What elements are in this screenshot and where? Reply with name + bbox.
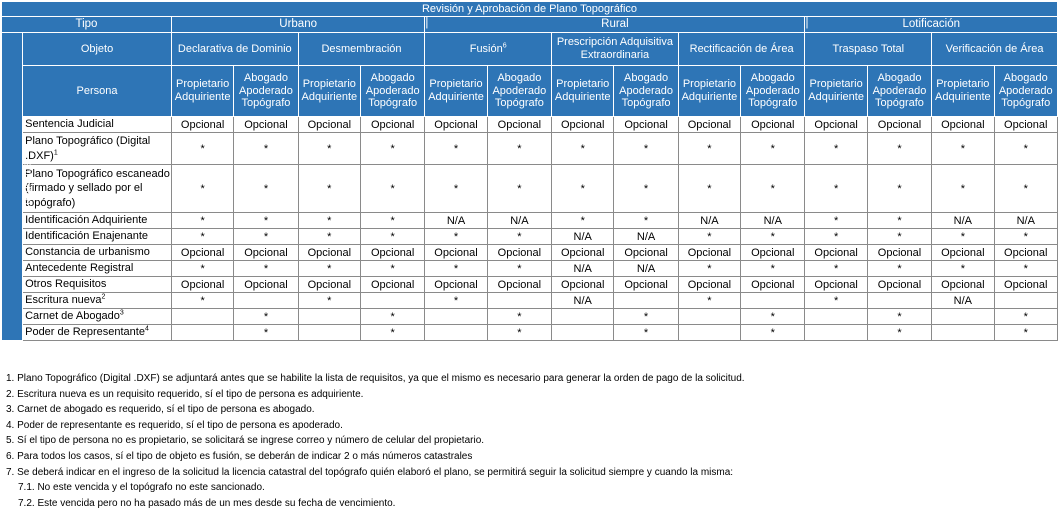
requirement-cell: *	[487, 325, 551, 341]
requirement-cell: Opcional	[994, 277, 1058, 293]
requirement-cell: N/A	[994, 213, 1058, 229]
footnotes	[6, 371, 1056, 511]
requirement-cell: *	[487, 309, 551, 325]
requirement-cell	[932, 325, 994, 341]
objeto-header-cell: Traspaso Total	[805, 33, 932, 66]
persona-abogado-cell: Abogado Apoderado Topógrafo	[234, 66, 298, 117]
requirement-cell: *	[994, 309, 1058, 325]
footnote-sub: 7.1. No este vencida y el topógrafo no este sancionado.	[18, 482, 265, 494]
requirement-cell: N/A	[932, 213, 994, 229]
requirement-cell: *	[171, 213, 233, 229]
requirement-cell: *	[234, 261, 298, 277]
requirement-cell: *	[552, 165, 614, 213]
persona-abogado-cell: Abogado Apoderado Topógrafo	[741, 66, 805, 117]
requirement-cell: Opcional	[867, 117, 931, 133]
requirement-cell: Opcional	[614, 277, 678, 293]
requirement-cell: *	[741, 165, 805, 213]
table-row	[2, 325, 1058, 341]
requirement-cell: Opcional	[552, 277, 614, 293]
footnote: 1. Plano Topográfico (Digital .DXF) se adjuntará antes que se habilite la lista de requisitos, ya que el mismo es necesario para generar la orden de pago de la solicitud.	[6, 373, 745, 384]
requirement-cell: *	[298, 213, 360, 229]
requirement-cell: *	[360, 165, 424, 213]
requirement-cell: *	[234, 165, 298, 213]
requirement-cell: Opcional	[487, 277, 551, 293]
requirement-cell	[298, 325, 360, 341]
requirement-cell: Opcional	[234, 117, 298, 133]
requirement-cell: N/A	[614, 229, 678, 245]
requirement-cell: *	[932, 261, 994, 277]
requirement-cell: N/A	[552, 293, 614, 309]
requirement-label: Carnet de Abogado$^3$	[23, 309, 172, 325]
requirement-cell	[994, 293, 1058, 309]
requirement-cell: Opcional	[932, 117, 994, 133]
requirement-cell: *	[487, 165, 551, 213]
requirement-cell: *	[171, 133, 233, 165]
requirement-cell: *	[867, 133, 931, 165]
requirement-cell: Opcional	[298, 117, 360, 133]
requirement-cell: *	[678, 133, 740, 165]
requirement-cell	[298, 309, 360, 325]
persona-propietario-cell: Propietario Adquiriente	[932, 66, 994, 117]
objeto-header-cell: Desmembración	[298, 33, 425, 66]
requirement-cell	[171, 309, 233, 325]
requirement-cell: *	[994, 229, 1058, 245]
table-row	[2, 277, 1058, 293]
footnote: 4. Poder de representante es requerido, sí el tipo de persona es apoderado.	[6, 419, 343, 431]
requirement-cell: Opcional	[741, 117, 805, 133]
requirement-cell: *	[234, 229, 298, 245]
requirement-cell: *	[360, 229, 424, 245]
table-row	[2, 165, 1058, 213]
requirement-label: Constancia de urbanismo	[23, 245, 172, 261]
requirement-cell: Opcional	[994, 245, 1058, 261]
requirement-cell	[932, 309, 994, 325]
requirement-cell: *	[614, 309, 678, 325]
requirement-cell: N/A	[678, 213, 740, 229]
requirement-cell: N/A	[552, 261, 614, 277]
footnote: 3. Carnet de abogado es requerido, sí el tipo de persona es abogado.	[6, 404, 315, 416]
persona-abogado-cell: Abogado Apoderado Topógrafo	[867, 66, 931, 117]
requirement-cell: *	[614, 213, 678, 229]
requirement-cell: *	[867, 309, 931, 325]
requirement-cell: *	[805, 261, 867, 277]
requirement-cell: *	[741, 325, 805, 341]
requirement-cell: Opcional	[171, 277, 233, 293]
tipo-header: Tipo	[2, 17, 172, 33]
tipo-lotificacion: | Lotificación	[805, 17, 1058, 33]
requirement-cell: *	[360, 325, 424, 341]
requirement-cell: Opcional	[932, 277, 994, 293]
requirement-cell: *	[171, 261, 233, 277]
requirement-cell: *	[867, 213, 931, 229]
requirement-cell	[741, 293, 805, 309]
requirement-cell: *	[614, 133, 678, 165]
requirement-cell: *	[425, 133, 487, 165]
requirement-cell: Opcional	[425, 245, 487, 261]
requirement-cell: *	[741, 309, 805, 325]
requirement-cell: Opcional	[360, 117, 424, 133]
table-title: Revisión y Aprobación de Plano Topográfico	[2, 2, 1058, 17]
requirement-cell: Opcional	[552, 245, 614, 261]
requirement-cell: *	[994, 325, 1058, 341]
requirement-cell: Opcional	[234, 245, 298, 261]
footnote: 2. Escritura nueva es un requisito requerido, sí el tipo de persona es adquiriente.	[6, 388, 364, 400]
persona-abogado-cell: Abogado Apoderado Topógrafo	[487, 66, 551, 117]
requirement-cell: *	[932, 165, 994, 213]
objeto-header-cell: Prescripción Adquisitiva Extraordinaria	[552, 33, 679, 66]
requirement-cell: Opcional	[171, 117, 233, 133]
requirement-cell	[234, 293, 298, 309]
persona-propietario-cell: Propietario Adquiriente	[425, 66, 487, 117]
requirement-cell: Opcional	[932, 245, 994, 261]
requirement-cell: *	[171, 229, 233, 245]
persona-abogado-cell: Abogado Apoderado Topógrafo	[360, 66, 424, 117]
requirement-cell	[867, 293, 931, 309]
requirement-cell: Opcional	[805, 117, 867, 133]
requirement-cell: *	[298, 133, 360, 165]
requirement-label: Sentencia Judicial	[23, 117, 172, 133]
requirement-cell: Opcional	[614, 117, 678, 133]
requirement-cell: N/A	[741, 213, 805, 229]
requirement-cell: *	[487, 133, 551, 165]
requirement-cell: *	[552, 213, 614, 229]
persona-propietario-cell: Propietario Adquiriente	[298, 66, 360, 117]
requirement-cell: *	[805, 133, 867, 165]
persona-abogado-cell: Abogado Apoderado Topógrafo	[994, 66, 1058, 117]
requirement-cell: Opcional	[487, 117, 551, 133]
requirement-cell: *	[932, 229, 994, 245]
requirement-label: Identificación Enajenante	[23, 229, 172, 245]
requirement-cell: *	[741, 133, 805, 165]
requirement-cell: N/A	[425, 213, 487, 229]
requirement-cell: *	[678, 293, 740, 309]
requirement-label: Antecedente Registral	[23, 261, 172, 277]
requirement-cell: *	[425, 165, 487, 213]
requirement-cell: *	[994, 261, 1058, 277]
requirement-cell: *	[741, 261, 805, 277]
requirement-cell: N/A	[932, 293, 994, 309]
requirement-cell: *	[614, 325, 678, 341]
persona-header: Persona	[23, 66, 172, 117]
tipo-urbano: Urbano	[171, 17, 424, 33]
footnote: 5. Sí el tipo de persona no es propietario, se solicitará se ingrese correo y número de celular del propietario.	[6, 435, 485, 447]
requirement-cell: *	[234, 213, 298, 229]
requirement-cell: *	[805, 229, 867, 245]
requirement-cell: Opcional	[805, 245, 867, 261]
requirement-cell: Opcional	[298, 277, 360, 293]
requirement-cell: *	[867, 325, 931, 341]
requirement-cell	[805, 309, 867, 325]
table-row	[2, 213, 1058, 229]
persona-abogado-cell: Abogado Apoderado Topógrafo	[614, 66, 678, 117]
requirement-cell: *	[867, 229, 931, 245]
requirement-cell: *	[805, 213, 867, 229]
requirement-cell: Opcional	[487, 245, 551, 261]
persona-propietario-cell: Propietario Adquiriente	[552, 66, 614, 117]
requirement-cell: *	[234, 133, 298, 165]
requirement-cell: Opcional	[678, 245, 740, 261]
requirement-cell: *	[298, 229, 360, 245]
requirement-cell: *	[298, 261, 360, 277]
requirement-cell: *	[867, 261, 931, 277]
requirement-cell	[678, 325, 740, 341]
requirement-cell: *	[171, 165, 233, 213]
requirement-cell: Opcional	[678, 117, 740, 133]
requirement-cell: N/A	[614, 261, 678, 277]
requirement-cell	[360, 293, 424, 309]
table-row	[2, 309, 1058, 325]
requirement-cell: *	[805, 293, 867, 309]
requirement-label: Poder de Representante$^4$	[23, 325, 172, 341]
objeto-header: Objeto	[23, 33, 172, 66]
requirement-label: Plano Topográfico (Digital .DXF)$^1$	[23, 133, 172, 165]
footnote: 7. Se deberá indicar en el ingreso de la solicitud la licencia catastral del topógrafo quién elaboró el plano, se permitirá seguir la solicitud siempre y cuando la misma:	[6, 466, 734, 478]
requirement-cell	[552, 325, 614, 341]
requirement-label: Identificación Adquiriente	[23, 213, 172, 229]
objeto-header-cell: Declarativa de Dominio	[171, 33, 298, 66]
tipo-rural: | Rural	[425, 17, 805, 33]
table-row	[2, 293, 1058, 309]
requirement-cell: *	[741, 229, 805, 245]
requirement-cell: Opcional	[994, 117, 1058, 133]
requirement-cell: Opcional	[867, 245, 931, 261]
requirement-cell: Opcional	[741, 277, 805, 293]
requirement-cell: *	[678, 165, 740, 213]
requirement-cell: *	[487, 229, 551, 245]
requirement-cell: *	[234, 325, 298, 341]
requirement-cell	[805, 325, 867, 341]
objeto-header-cell: Fusión$^6$	[425, 33, 552, 66]
footnote-sub: 7.2. Este vencida pero no ha pasado más de un mes desde su fecha de vencimiento.	[18, 497, 396, 509]
requirement-cell: Opcional	[425, 277, 487, 293]
requirement-cell: *	[298, 293, 360, 309]
requirement-cell: Opcional	[552, 117, 614, 133]
requirement-cell: *	[867, 165, 931, 213]
table-row	[2, 229, 1058, 245]
requirement-cell	[487, 293, 551, 309]
requirement-cell: *	[994, 165, 1058, 213]
requirement-cell: *	[805, 165, 867, 213]
objeto-header-cell: Verificación de Área	[932, 33, 1058, 66]
requirement-cell: Opcional	[614, 245, 678, 261]
table-row	[2, 261, 1058, 277]
requisitos-side-label: Requisitos	[2, 33, 23, 341]
requirement-cell	[171, 325, 233, 341]
requirement-cell: *	[932, 133, 994, 165]
table-row	[2, 117, 1058, 133]
persona-propietario-cell: Propietario Adquiriente	[171, 66, 233, 117]
requirement-cell: Opcional	[360, 277, 424, 293]
requirement-cell: *	[234, 309, 298, 325]
requirement-cell: *	[425, 229, 487, 245]
requirement-cell: Opcional	[805, 277, 867, 293]
requirement-cell: *	[360, 309, 424, 325]
requirement-cell: N/A	[487, 213, 551, 229]
requirement-cell: N/A	[552, 229, 614, 245]
requirement-cell: *	[360, 213, 424, 229]
requirement-cell: Opcional	[234, 277, 298, 293]
requirement-cell: *	[171, 293, 233, 309]
objeto-header-cell: Rectificación de Área	[678, 33, 805, 66]
requirement-cell: *	[678, 261, 740, 277]
requirement-cell	[425, 309, 487, 325]
requirements-document	[1, 1, 1058, 509]
requirement-cell: *	[552, 133, 614, 165]
requirement-cell: *	[994, 133, 1058, 165]
requirement-cell: Opcional	[678, 277, 740, 293]
requirement-label: Otros Requisitos	[23, 277, 172, 293]
requirement-cell: *	[425, 293, 487, 309]
persona-propietario-cell: Propietario Adquiriente	[805, 66, 867, 117]
requirement-cell: *	[360, 261, 424, 277]
requirement-cell	[552, 309, 614, 325]
requirement-cell	[678, 309, 740, 325]
requirement-cell	[425, 325, 487, 341]
requirement-cell: Opcional	[360, 245, 424, 261]
requirement-cell: Opcional	[741, 245, 805, 261]
requirement-cell: Opcional	[425, 117, 487, 133]
requirements-table	[1, 1, 1058, 341]
table-row	[2, 245, 1058, 261]
footnote: 6. Para todos los casos, sí el tipo de objeto es fusión, se deberán de indicar 2 o más números catastrales	[6, 450, 473, 462]
requirement-cell: *	[360, 133, 424, 165]
requirement-cell: *	[614, 165, 678, 213]
requirement-cell: Opcional	[171, 245, 233, 261]
requirement-cell: *	[298, 165, 360, 213]
persona-propietario-cell: Propietario Adquiriente	[678, 66, 740, 117]
requirement-label: Escritura nueva$^2$	[23, 293, 172, 309]
requirement-cell: *	[678, 229, 740, 245]
requirement-cell	[614, 293, 678, 309]
table-row	[2, 133, 1058, 165]
requirement-cell: *	[487, 261, 551, 277]
requirement-label: Plano Topográfico escaneado (firmado y sellado por el topógrafo)	[23, 165, 172, 213]
requirement-cell: Opcional	[298, 245, 360, 261]
requirement-cell: *	[425, 261, 487, 277]
requirement-cell: Opcional	[867, 277, 931, 293]
